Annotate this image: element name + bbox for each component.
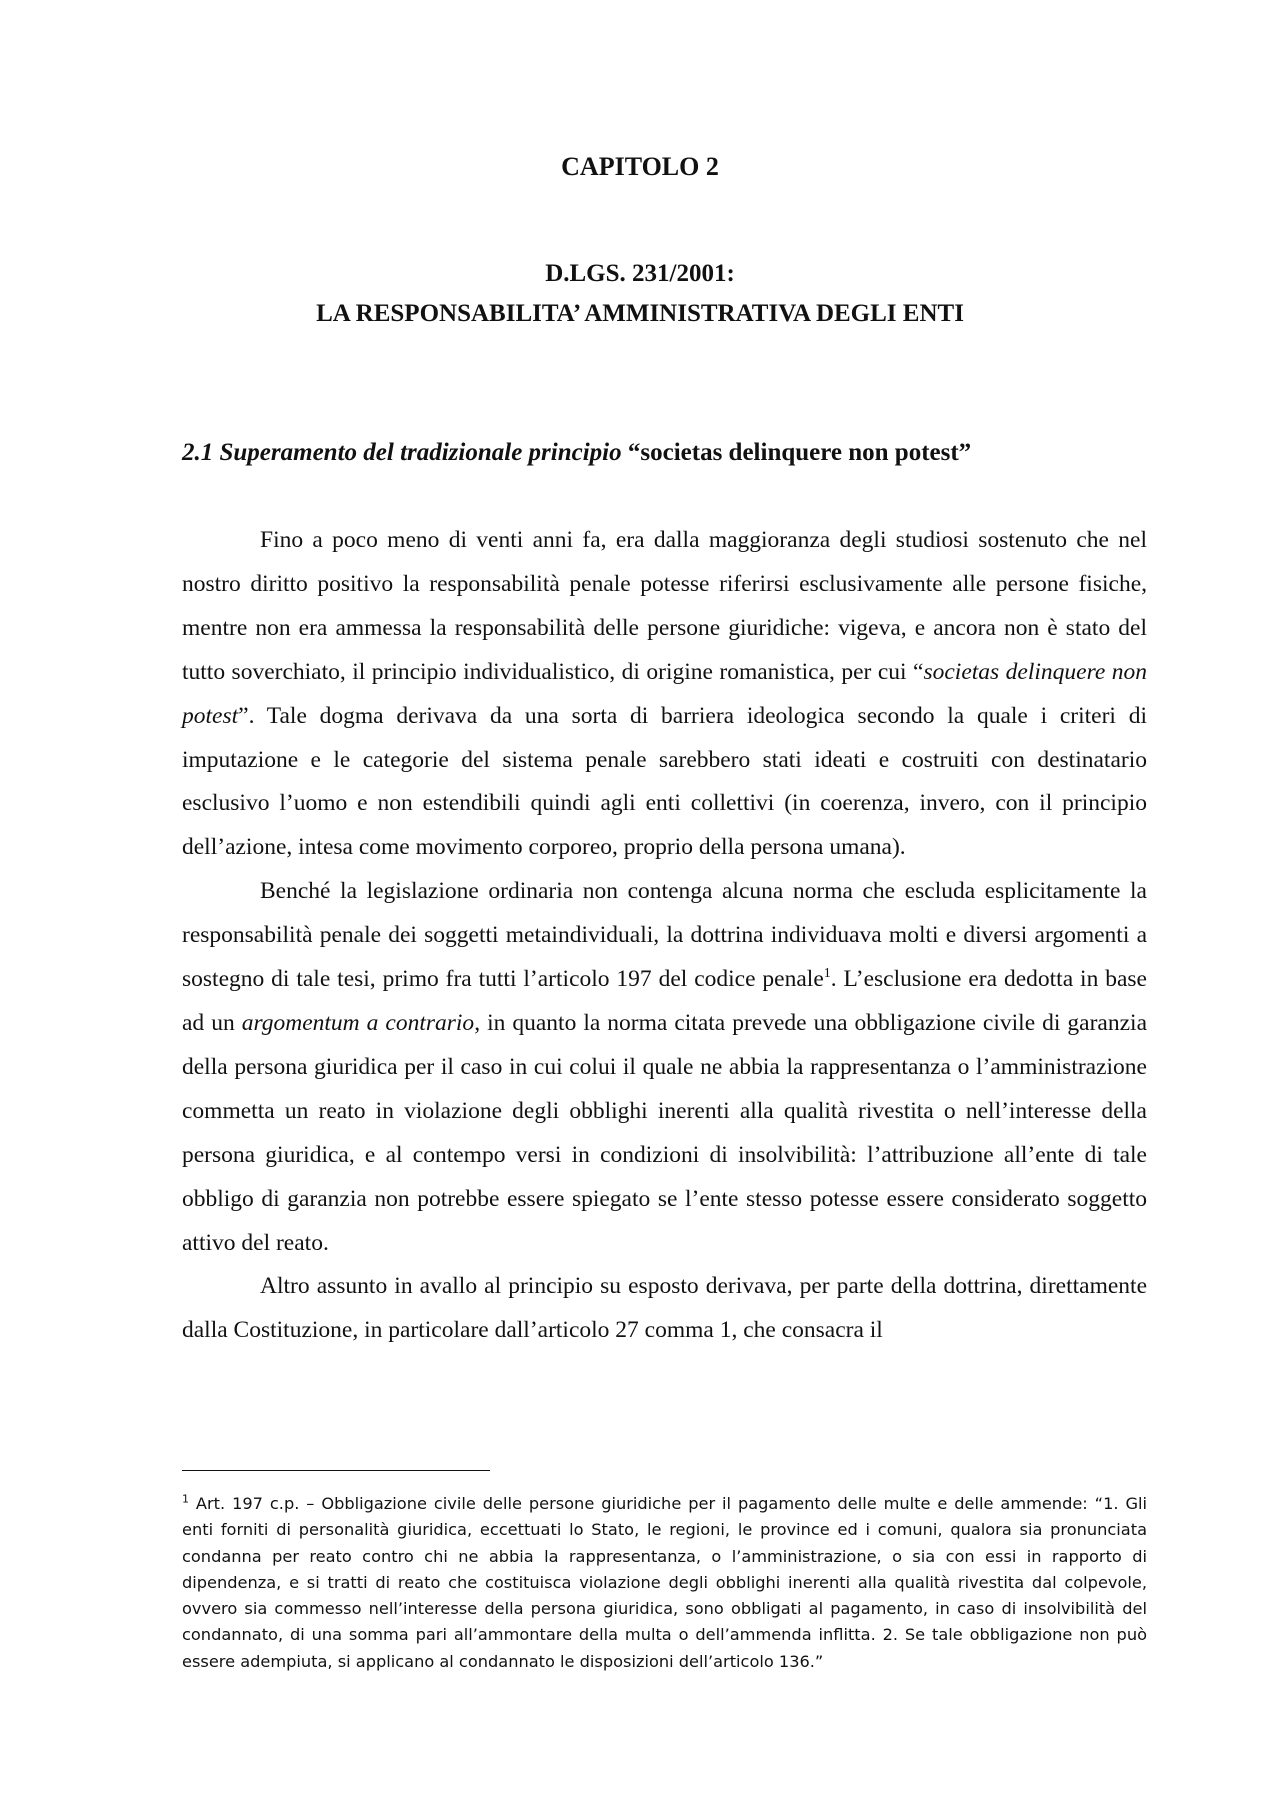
paragraph-2 <box>182 870 1147 1265</box>
footnote <box>182 1491 1147 1675</box>
paragraph-2-text-a: Benché la legislazione ordinaria non contenga alcuna norma che escluda esplicitamente la responsabilità penale dei soggetti metaindividuali, la dottrina individuava molti e diversi argomenti a sostegno di tale tesi, primo fra tutti l’articolo 197 del codice penale <box>182 878 1147 993</box>
chapter-heading: CAPITOLO 2 <box>561 152 719 181</box>
chapter-title-subject: LA RESPONSABILITA’ AMMINISTRATIVA DEGLI ENTI <box>316 300 964 327</box>
section-heading <box>182 437 1142 469</box>
paragraph-2-italic: argomentum a contrario <box>241 1009 475 1036</box>
body-text <box>182 519 1147 1353</box>
chapter-title-decree: D.LGS. 231/2001: <box>545 260 735 287</box>
footnote-marker: 1 <box>182 1492 189 1506</box>
paragraph-1 <box>182 519 1147 870</box>
footnote-text: Art. 197 c.p. – Obbligazione civile delle persone giuridiche per il pagamento delle multe e delle ammende: “1. Gli enti forniti di personalità giuridica, eccettuati lo Stato, le regioni, le province ed i comuni, qualora sia pronunciata condanna per reato contro chi ne abbia la rappresentanza, o l’amministrazione, o sia con essi in rapporto di dipendenza, e si tratti di reato che costituisca violazione degli obblighi inerenti alla qualità rivestita dal colpevole, ovvero sia commesso nell’interesse della persona giuridica, sono obbligati al pagamento, in caso di insolvibilità del condannato, di una somma pari all’ammontare della multa o dell’ammenda inflitta. 2. Se tale obbligazione non può essere adempiuta, si applicano al condannato le disposizioni dell’articolo 136.” <box>182 1494 1147 1671</box>
chapter-title <box>0 254 1280 334</box>
paragraph-3: Altro assunto in avallo al principio su esposto derivava, per parte della dottrina, direttamente dalla Costituzione, in particolare dall’articolo 27 comma 1, che consacra il <box>182 1273 1147 1344</box>
section-number-title: 2.1 Superamento del tradizionale principio <box>182 439 622 466</box>
paragraph-1-text-b: ”. Tale dogma derivava da una sorta di barriera ideologica secondo la quale i criteri di imputazione e le categorie del sistema penale sarebbero stati ideati e costruiti con destinatario esclusivo l’uomo e non estendibili quindi agli enti collettivi (in coerenza, invero, con il principio dell’azione, intesa come movimento corporeo, proprio della persona umana). <box>182 702 1147 861</box>
paragraph-1-italic: societas delinquere non potest <box>182 658 1147 729</box>
section-latin-maxim: “societas delinquere non potest” <box>627 439 972 466</box>
footnote-divider <box>182 1470 490 1471</box>
paragraph-2-text-b: . L’esclusione era dedotta in base ad un <box>182 966 1147 1036</box>
paragraph-2-text-c: , in quanto la norma citata prevede una obbligazione civile di garanzia della persona giuridica per il caso in cui colui il quale ne abbia la rappresentanza o l’amministrazione commetta un reato in violazione degli obblighi inerenti alla qualità rivestita o nell’interesse della persona giuridica, e al contempo versi in condizioni di insolvibilità: l’attribuzione all’ente di tale obbligo di garanzia non potrebbe essere spiegato se l’ente stesso potesse essere considerato soggetto attivo del reato. <box>182 1009 1147 1256</box>
paragraph-1-text-a: Fino a poco meno di venti anni fa, era dalla maggioranza degli studiosi sostenuto che nel nostro diritto positivo la responsabilità penale potesse riferirsi esclusivamente alle persone fisiche, mentre non era ammessa la responsabilità delle persone giuridiche: vigeva, e ancora non è stato del tutto soverchiato, il principio individualistico, di origine romanistica, per cui “ <box>182 527 1147 685</box>
footnote-reference[interactable]: 1 <box>823 966 831 982</box>
